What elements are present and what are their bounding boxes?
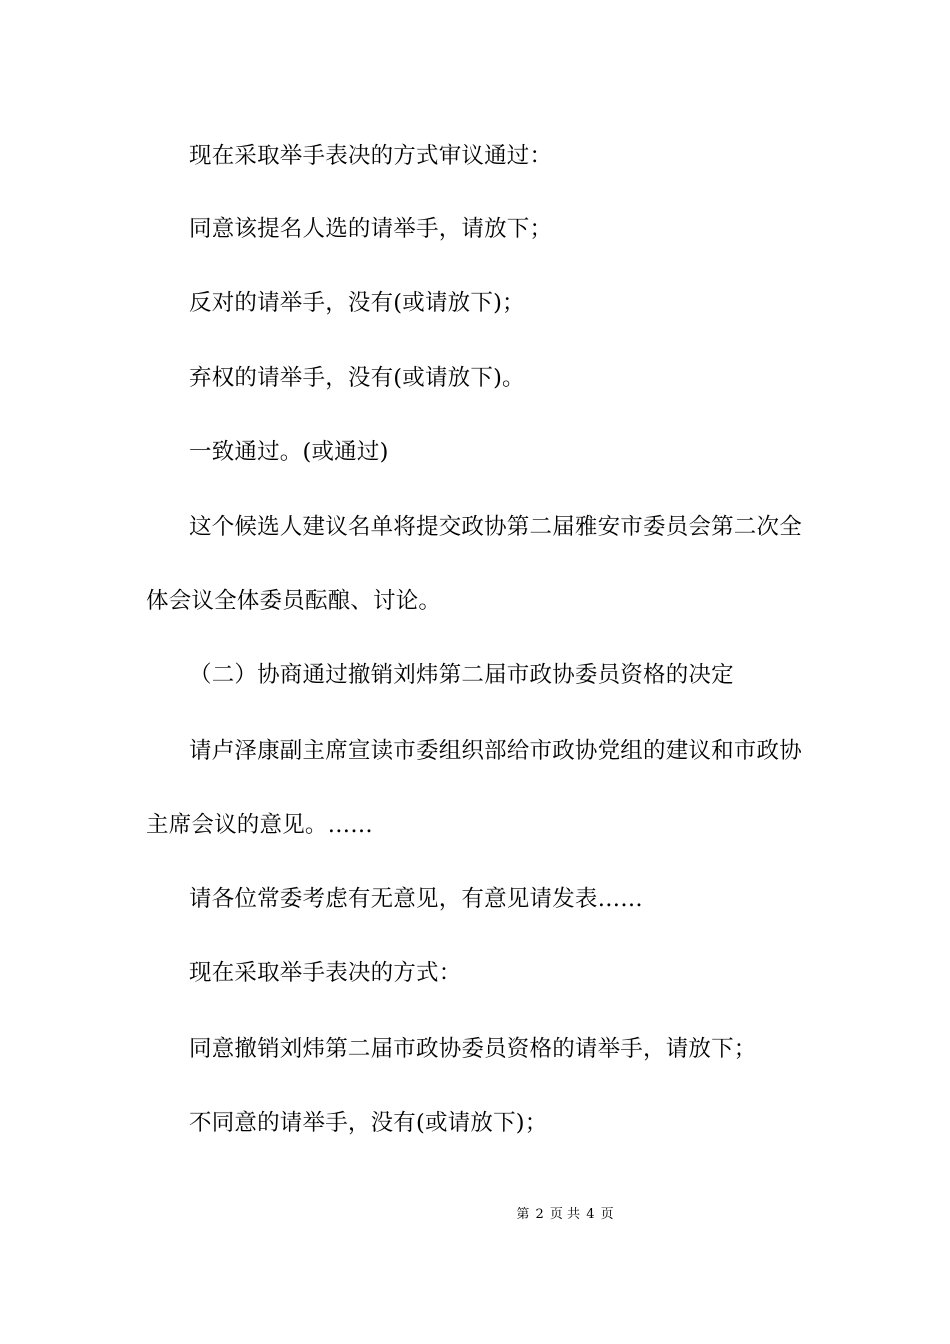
section-heading: （二）协商通过撤销刘炜第二届市政协委员资格的决定: [189, 662, 734, 688]
paragraph-line: 现在采取举手表决的方式：: [189, 960, 462, 986]
paragraph-line: 弃权的请举手，没有(或请放下)。: [189, 365, 525, 391]
footer-middle: 页 共: [549, 1207, 581, 1222]
paragraph-line: 体会议全体委员酝酿、讨论。: [146, 588, 442, 614]
footer-prefix: 第: [516, 1207, 530, 1222]
paragraph-line: 这个候选人建议名单将提交政协第二届雅安市委员会第二次全: [189, 514, 802, 540]
paragraph-line: 同意撤销刘炜第二届市政协委员资格的请举手，请放下；: [189, 1036, 757, 1062]
total-pages-number: 4: [586, 1207, 595, 1222]
paragraph-line: 请各位常委考虑有无意见，有意见请发表……: [189, 886, 644, 912]
footer-suffix: 页: [600, 1207, 614, 1222]
paragraph-line: 一致通过。(或通过): [189, 439, 389, 465]
paragraph-line: 不同意的请举手，没有(或请放下)；: [189, 1110, 548, 1136]
paragraph-line: 同意该提名人选的请举手，请放下；: [189, 216, 553, 242]
paragraph-line: 主席会议的意见。……: [146, 812, 374, 838]
paragraph-line: 反对的请举手，没有(或请放下)；: [189, 290, 525, 316]
page-footer: [0, 1206, 950, 1224]
paragraph-line: 现在采取举手表决的方式审议通过：: [189, 143, 553, 169]
current-page-number: 2: [535, 1207, 544, 1222]
paragraph-line: 请卢泽康副主席宣读市委组织部给市政协党组的建议和市政协: [189, 738, 802, 764]
